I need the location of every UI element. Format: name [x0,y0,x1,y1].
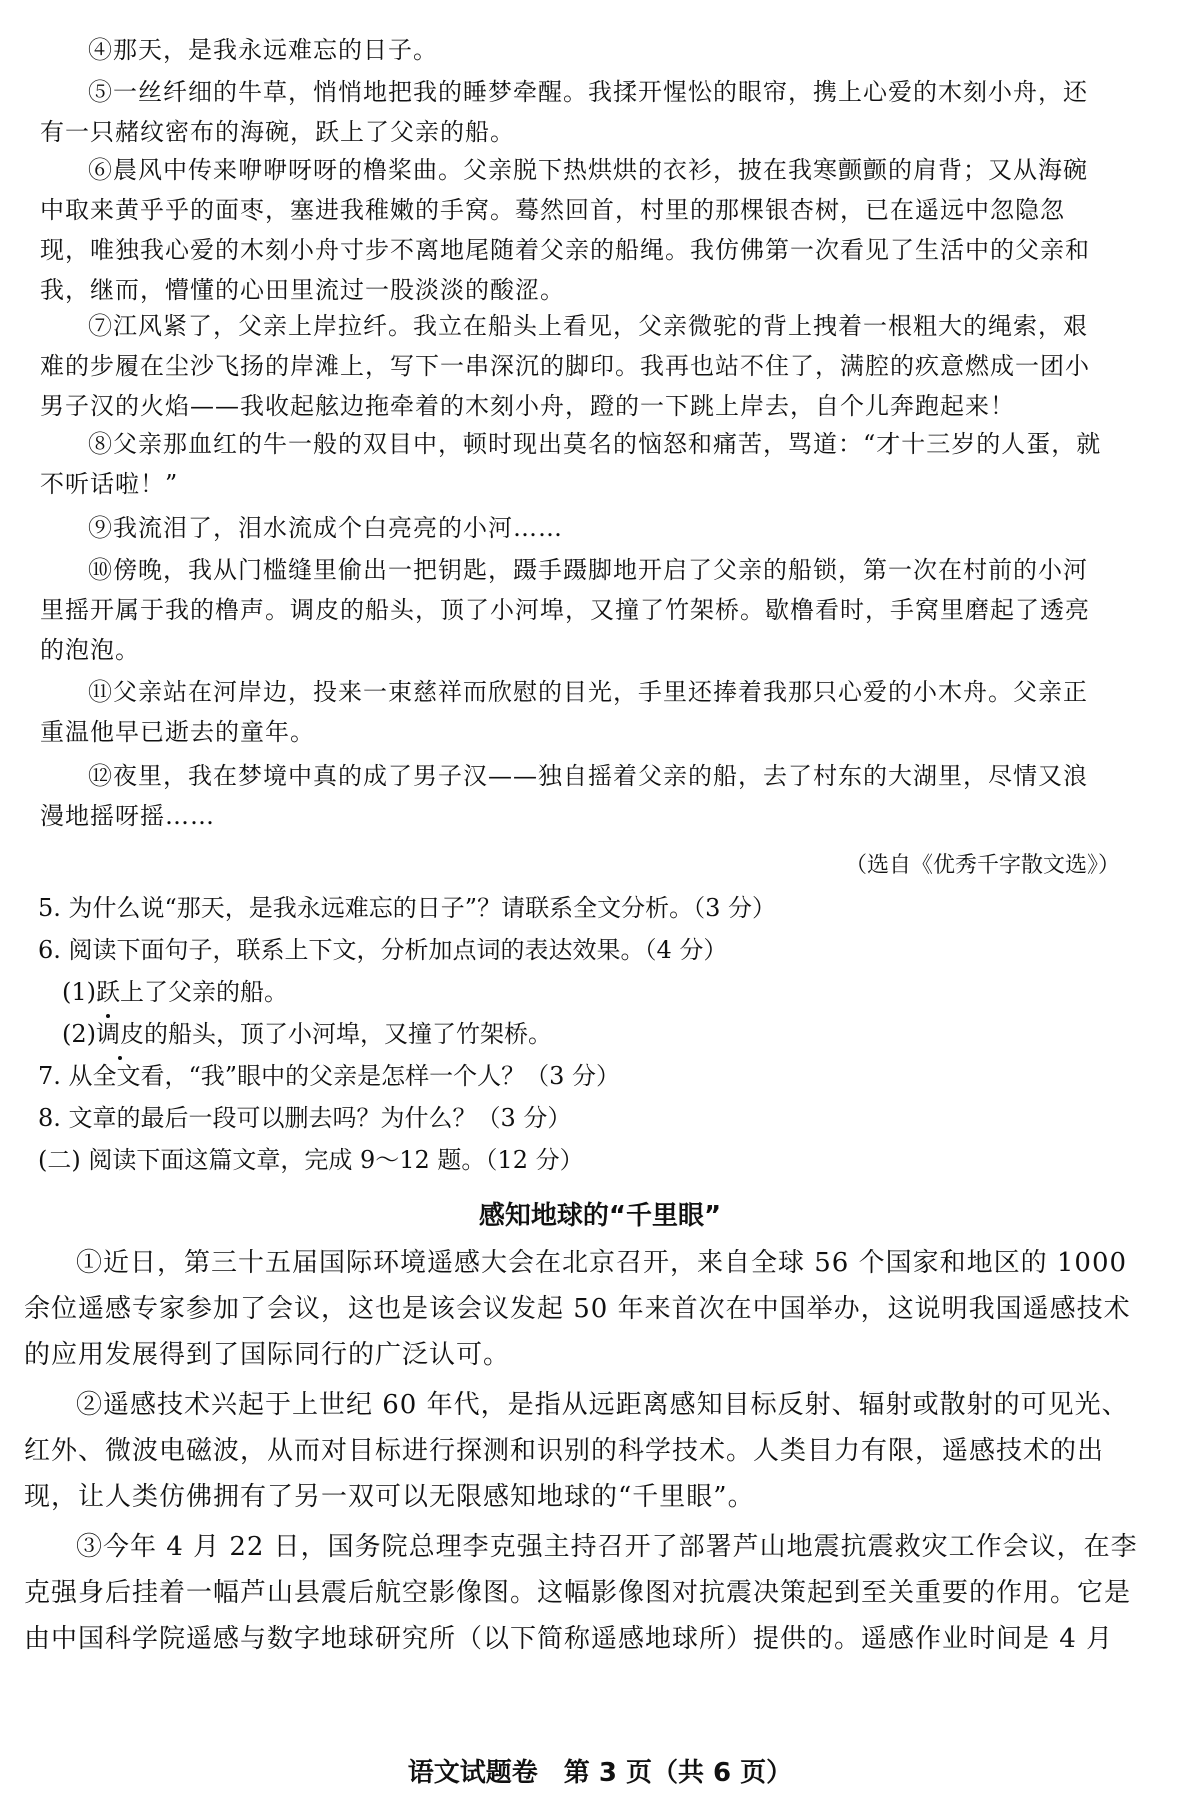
article-title: 感知地球的“千里眼” [478,1201,722,1231]
item-number: (1) [62,978,96,1006]
dotted-word [96,1014,144,1054]
paragraph-11: ⑪父亲站在河岸边，投来一束慈祥而欣慰的目光，手里还捧着我那只心爱的小木舟。父亲正重温他早已逝去的童年。 [40,678,1088,746]
paragraph-8: ⑧父亲那血红的牛一般的双目中，顿时现出莫名的恼怒和痛苦，骂道：“才十三岁的人蛋，就不听话啦！” [40,430,1102,498]
paragraph-12: ⑫夜里，我在梦境中真的成了男子汉——独自摇着父亲的船，去了村东的大湖里，尽情又浪漫地摇呀摇…… [40,762,1088,830]
page-footer: 语文试题卷 第 3 页（共 6 页） [407,1758,793,1788]
dotted-chars: 调皮 [96,1014,144,1054]
question-7: 7. 从全文看，“我”眼中的父亲是怎样一个人？（3 分） [38,1062,620,1090]
source-citation: （选自《优秀千字散文选》） [844,853,1120,878]
dotted-word [96,972,120,1012]
paragraph-10: ⑩傍晚，我从门槛缝里偷出一把钥匙，蹑手蹑脚地开启了父亲的船锁，第一次在村前的小河里摇开属于我的橹声。调皮的船头，顶了小河埠，又撞了竹架桥。歇橹看时，手窝里磨起了透亮的泡泡。 [40,556,1090,664]
item-text: 上了父亲的船。 [120,978,288,1006]
paragraph-4: ④那天，是我永远难忘的日子。 [88,36,438,64]
article-paragraph-1: ①近日，第三十五届国际环境遥感大会在北京召开，来自全球 56 个国家和地区的 1000 余位遥感专家参加了会议，这也是该会议发起 50 年来首次在中国举办，这说明我国遥感技术的应用发展得到了国际同行的广泛认可。 [24,1248,1131,1370]
article-paragraph-2: ②遥感技术兴起于上世纪 60 年代，是指从远距离感知目标反射、辐射或散射的可见光、红外、微波电磁波，从而对目标进行探测和识别的科学技术。人类目力有限，遥感技术的出现，让人类仿佛拥有了另一双可以无限感知地球的“千里眼”。 [24,1390,1129,1512]
question-5: 5. 为什么说“那天，是我永远难忘的日子”？请联系全文分析。（3 分） [38,894,776,922]
question-8: 8. 文章的最后一段可以删去吗？为什么？（3 分） [38,1104,572,1132]
dotted-char: 跃 [96,972,120,1012]
paragraph-9: ⑨我流泪了，泪水流成个白亮亮的小河…… [88,514,563,542]
paragraph-7: ⑦江风紧了，父亲上岸拉纤。我立在船头上看见，父亲微驼的背上拽着一根粗大的绳索，艰难的步履在尘沙飞扬的岸滩上，写下一串深沉的脚印。我再也站不住了，满腔的疚意燃成一团小男子汉的火焰——我收起舷边拖牵着的木刻小舟，蹬的一下跳上岸去，自个儿奔跑起来！ [40,312,1090,420]
article-paragraph-3: ③今年 4 月 22 日，国务院总理李克强主持召开了部署芦山地震抗震救灾工作会议，在李克强身后挂着一幅芦山县震后航空影像图。这幅影像图对抗震决策起到至关重要的作用。它是由中国科学院遥感与数字地球研究所（以下简称遥感地球所）提供的。遥感作业时间是 4 月 [24,1532,1138,1654]
paragraph-5: ⑤一丝纤细的牛草，悄悄地把我的睡梦牵醒。我揉开惺忪的眼帘，携上心爱的木刻小舟，还有一只赭纹密布的海碗，跃上了父亲的船。 [40,78,1088,146]
paragraph-6: ⑥晨风中传来咿咿呀呀的橹桨曲。父亲脱下热烘烘的衣衫，披在我寒颤颤的肩背；又从海碗中取来黄乎乎的面枣，塞进我稚嫩的手窝。蓦然回首，村里的那棵银杏树，已在遥远中忽隐忽现，唯独我心爱的木刻小舟寸步不离地尾随着父亲的船绳。我仿佛第一次看见了生活中的父亲和我，继而，懵懂的心田里流过一股淡淡的酸涩。 [40,156,1090,304]
question-6-item-1 [62,972,288,1012]
question-6: 6. 阅读下面句子，联系上下文，分析加点词的表达效果。（4 分） [38,936,728,964]
item-number: (2) [62,1020,96,1048]
item-text: 的船头，顶了小河埠，又撞了竹架桥。 [144,1020,552,1048]
section-2-heading: (二) 阅读下面这篇文章，完成 9～12 题。（12 分） [38,1146,584,1174]
question-6-item-2 [62,1014,552,1054]
